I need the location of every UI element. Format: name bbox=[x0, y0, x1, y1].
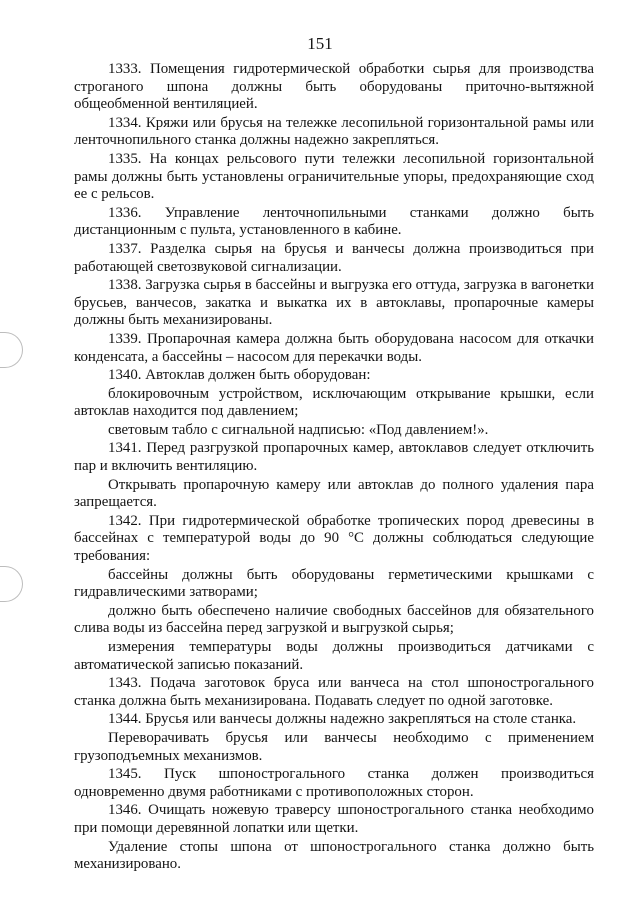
paragraph-1346: 1346. Очищать ножевую траверсу шпонострогального станка необходимо при помощи деревянной лопатки или щетки. bbox=[74, 802, 594, 836]
paragraph-1343: 1343. Подача заготовок бруса или ванчеса на стол шпонострогального станка должна быть механизирована. Подавать следует по одной заготовке. bbox=[74, 675, 594, 709]
paragraph-1342-item-3: измерения температуры воды должны производиться датчиками с автоматической записью показаний. bbox=[74, 639, 594, 673]
paragraph-1334: 1334. Кряжи или брусья на тележке лесопильной горизонтальной рамы или ленточнопильного станка должны надежно закрепляться. bbox=[74, 114, 594, 149]
paragraph-1341: 1341. Перед разгрузкой пропарочных камер, автоклавов следует отключить пар и включить вентиляцию. bbox=[74, 440, 594, 475]
paragraph-1340-item-1: блокировочным устройством, исключающим открывание крышки, если автоклав находится под давлением; bbox=[74, 385, 594, 420]
paragraph-1337: 1337. Разделка сырья на брусья и ванчесы должна производиться при работающей светозвуковой сигнализации. bbox=[74, 240, 594, 275]
paragraph-1342-item-2: должно быть обеспечено наличие свободных бассейнов для обязательного слива воды из бассейна перед загрузкой и выгрузкой сырья; bbox=[74, 602, 594, 637]
paragraph-1338: 1338. Загрузка сырья в бассейны и выгрузка его оттуда, загрузка в вагонетки брусьев, ванчесов, закатка и выкатка их в автоклавы, пропарочные камеры должны быть механизированы. bbox=[74, 277, 595, 329]
paragraph-1335: 1335. На концах рельсового пути тележки лесопильной горизонтальной рамы должны быть установлены ограничительные упоры, предохраняющие сход ее с рельсов. bbox=[74, 150, 594, 203]
paragraph-1340-item-2: световым табло с сигнальной надписью: «Под давлением!». bbox=[108, 421, 489, 438]
paragraph-1345: 1345. Пуск шпонострогального станка должен производиться одновременно двумя работниками с противоположных сторон. bbox=[74, 766, 594, 800]
paragraph-1342: 1342. При гидротермической обработке тропических пород древесины в бассейнах с температурой воды до 90 °С должны соблюдаться следующие требования: bbox=[74, 512, 594, 565]
paragraph-1346-note: Удаление стопы шпона от шпонострогального станка должно быть механизировано. bbox=[74, 838, 594, 873]
binder-hole bbox=[0, 332, 23, 368]
binder-hole bbox=[0, 566, 23, 602]
paragraph-1341-note: Открывать пропарочную камеру или автоклав до полного удаления пара запрещается. bbox=[74, 476, 594, 511]
paragraph-1342-item-1: бассейны должны быть оборудованы герметическими крышками с гидравлическими затворами; bbox=[74, 566, 594, 601]
document-body bbox=[74, 61, 594, 875]
page-number: 151 bbox=[307, 34, 333, 53]
paragraph-1344: 1344. Брусья или ванчесы должны надежно закрепляться на столе станка. bbox=[108, 711, 577, 728]
paragraph-1336: 1336. Управление ленточнопильными станками должно быть дистанционным с пульта, установленного в кабине. bbox=[74, 204, 594, 239]
paragraph-1333: 1333. Помещения гидротермической обработки сырья для производства строганого шпона должны быть оборудованы приточно-вытяжной общеобменной вентиляцией. bbox=[74, 61, 594, 113]
paragraph-1340: 1340. Автоклав должен быть оборудован: bbox=[108, 367, 371, 384]
paragraph-1339: 1339. Пропарочная камера должна быть оборудована насосом для откачки конденсата, а бассейны – насосом для перекачки воды. bbox=[74, 330, 594, 365]
paragraph-1344-note: Переворачивать брусья или ванчесы необходимо с применением грузоподъемных механизмов. bbox=[74, 729, 594, 764]
